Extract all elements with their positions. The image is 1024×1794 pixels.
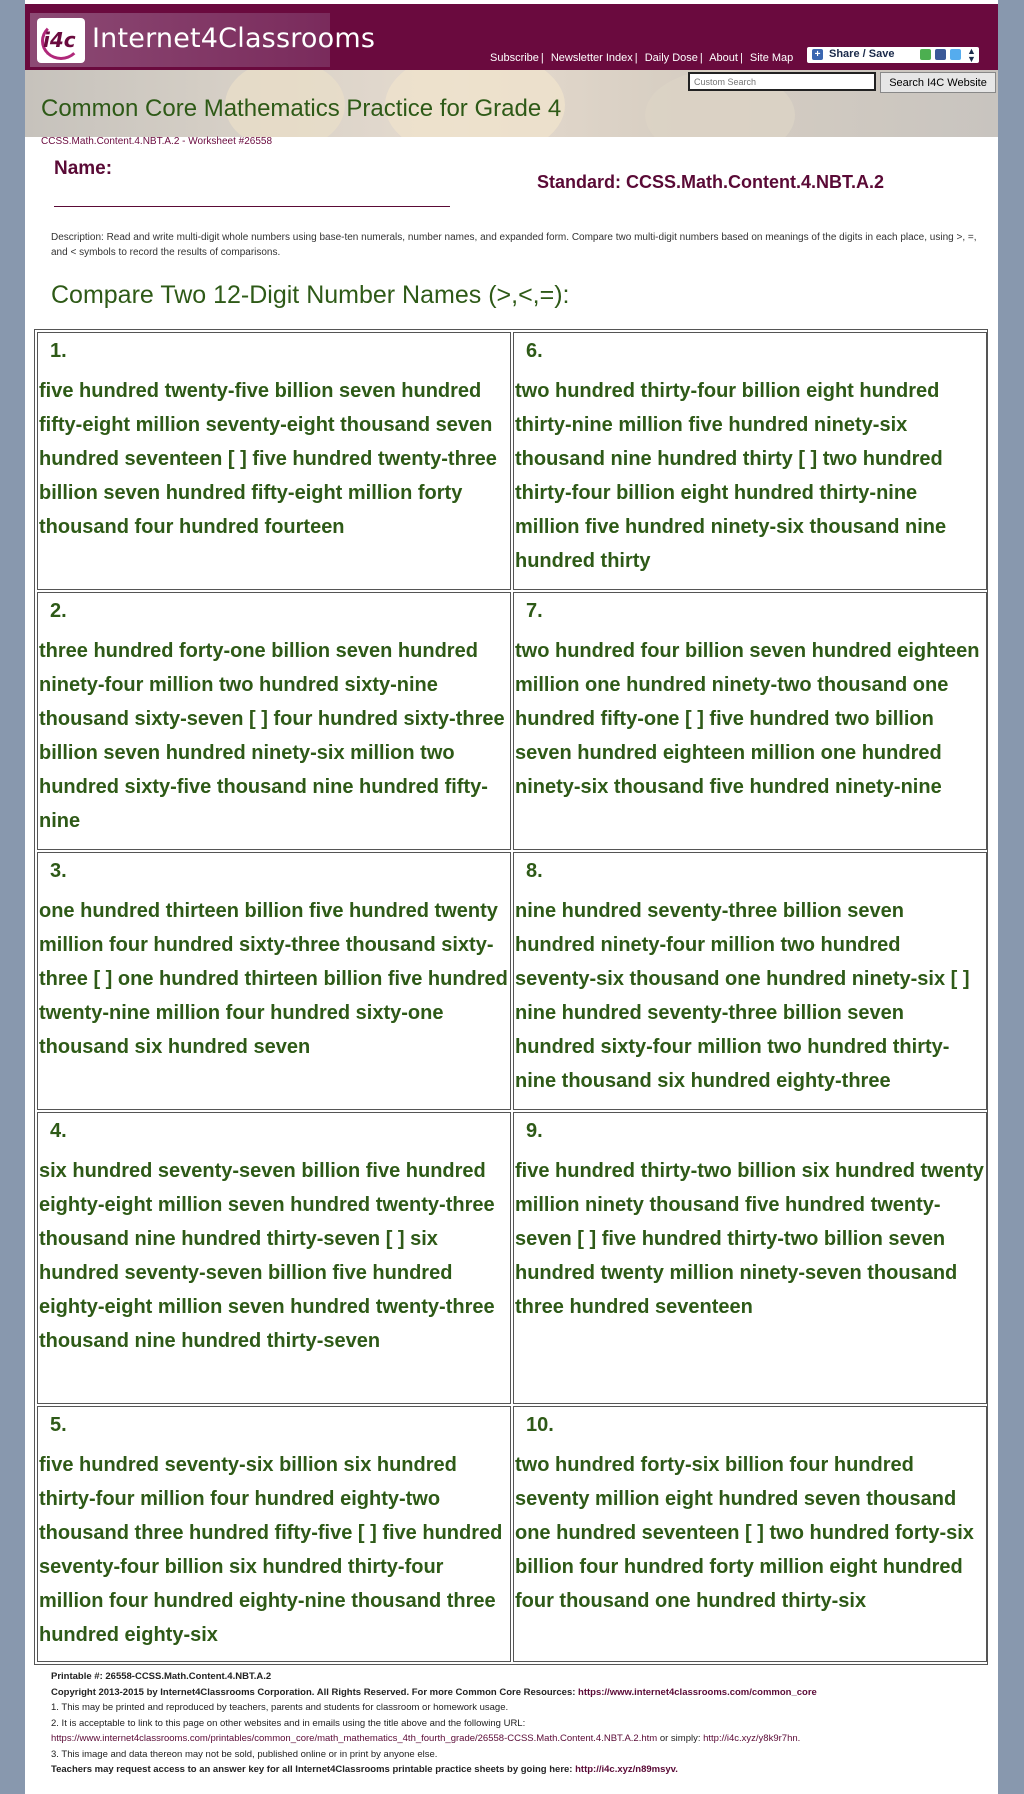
chevron-updown-icon: ▲ ▼ <box>967 46 976 64</box>
description: Description: Read and write multi-digit whole numbers using base-ten numerals, number names, and expanded form. Compare two multi-digit numbers based on meanings of the digits in each place, using >, =, and < symbols to record the results of comparisons. <box>51 232 977 258</box>
problems-table <box>34 329 988 1665</box>
problem-3: 3. one hundred thirteen billion five hundred twenty million four hundred sixty-three thousand sixty-three [ ] one hundred thirteen billion five hundred twenty-nine million four hundred sixty-one thousand six hundred seven <box>37 852 511 1110</box>
note-3: 3. This image and data thereon may not be sold, published online or in print by anyone else. <box>51 1748 438 1760</box>
problem-2: 2. three hundred forty-one billion seven hundred ninety-four million two hundred sixty-nine thousand sixty-seven [ ] four hundred sixty-three billion seven hundred ninety-six million two hundred sixty-five thousand nine hundred fifty-nine <box>37 592 511 850</box>
page <box>25 0 998 1794</box>
problem-1: 1. five hundred twenty-five billion seven hundred fifty-eight million seventy-eight thousand seven hundred seventeen [ ] five hundred twenty-three billion seven hundred fifty-eight million forty thousand four hundred fourteen <box>37 332 511 590</box>
nav-subscribe[interactable]: Subscribe <box>490 52 539 64</box>
facebook-icon <box>935 49 946 60</box>
standard-label: Standard: CCSS.Math.Content.4.NBT.A.2 <box>537 172 885 192</box>
answer-key-note: Teachers may request access to an answer key for all Internet4Classrooms printable practice sheets by going here: http://i4c.xyz/n89msyv. <box>51 1764 678 1775</box>
short-url-link[interactable]: http://i4c.xyz/y8k9r7hn. <box>703 1733 801 1744</box>
problem-5: 5. five hundred seventy-six billion six hundred thirty-four million four hundred eighty-two thousand three hundred fifty-five [ ] five hundred seventy-four billion six hundred thirty-four million four hundred eighty-nine thousand three hundred eighty-six <box>37 1406 511 1662</box>
logo-text: Internet4Classrooms <box>92 23 376 54</box>
problem-9: 9. five hundred thirty-two billion six hundred twenty million ninety thousand five hundred twenty-seven [ ] five hundred thirty-two billion seven hundred twenty million ninety-seven thousand three hundred seventeen <box>513 1112 987 1404</box>
footer <box>51 1669 991 1778</box>
printable-number: Printable #: 26558-CCSS.Math.Content.4.NBT.A.2 <box>51 1671 272 1682</box>
common-core-link[interactable]: https://www.internet4classrooms.com/common_core <box>578 1686 817 1698</box>
twitter-icon <box>950 49 961 60</box>
nav-newsletter-index[interactable]: Newsletter Index <box>550 52 633 64</box>
top-nav: Subscribe | Newsletter Index | Daily Dose | About | Site Map <box>490 52 794 64</box>
add-icon: + <box>812 49 823 60</box>
name-label: Name: <box>54 158 113 179</box>
page-title: Common Core Mathematics Practice for Grade 4 <box>41 95 562 122</box>
search-button[interactable]: Search I4C Website <box>880 72 996 93</box>
problem-4: 4. six hundred seventy-seven billion five hundred eighty-eight million seven hundred twenty-three thousand nine hundred thirty-seven [ ] six hundred seventy-seven billion five hundred eighty-eight million seven hundred twenty-three thousand nine hundred thirty-seven <box>37 1112 511 1404</box>
site-logo[interactable] <box>30 13 376 67</box>
problem-6: 6. two hundred thirty-four billion eight hundred thirty-nine million five hundred ninety-six thousand nine hundred thirty [ ] two hundred thirty-four billion eight hundred thirty-nine million five hundred ninety-six thousand nine hundred thirty <box>513 332 987 590</box>
nav-site-map[interactable]: Site Map <box>749 52 794 64</box>
problem-7: 7. two hundred four billion seven hundred eighteen million one hundred ninety-two thousand one hundred fifty-one [ ] five hundred two billion seven hundred eighteen million one hundred ninety-six thousand five hundred ninety-nine <box>513 592 987 850</box>
search-input[interactable] <box>688 72 876 91</box>
note-1: 1. This may be printed and reproduced by teachers, parents and students for classroom or homework usage. <box>51 1702 509 1713</box>
problem-10: 10. two hundred forty-six billion four hundred seventy million eight hundred seven thousand one hundred seventeen [ ] two hundred forty-six billion four hundred forty million eight hundred four thousand one hundred thirty-six <box>513 1406 987 1662</box>
site-header <box>25 4 998 70</box>
banner <box>25 70 998 137</box>
breadcrumb: CCSS.Math.Content.4.NBT.A.2 - Worksheet #26558 <box>41 136 273 147</box>
nav-about[interactable]: About <box>709 52 738 64</box>
copyright: Copyright 2013-2015 by Internet4Classrooms Corporation. All Rights Reserved. For more Common Core Resources: https://www.internet4classrooms.com/common_core <box>51 1686 817 1698</box>
nav-daily-dose[interactable]: Daily Dose <box>644 52 698 64</box>
refresh-icon <box>920 49 931 60</box>
name-line <box>54 206 450 207</box>
worksheet-url-link[interactable]: https://www.internet4classrooms.com/printables/common_core/math_mathematics_4th_fourth_grade/26558-CCSS.Math.Content.4.NBT.A.2.htm <box>51 1733 658 1744</box>
worksheet-title: Compare Two 12-Digit Number Names (>,<,=): <box>51 281 570 309</box>
worksheet-url: https://www.internet4classrooms.com/printables/common_core/math_mathematics_4th_fourth_grade/26558-CCSS.Math.Content.4.NBT.A.2.htm or simply: http://i4c.xyz/y8k9r7hn. <box>51 1733 801 1744</box>
note-2: 2. It is acceptable to link to this page on other websites and in emails using the title above and the following URL: <box>51 1717 526 1729</box>
answer-key-link[interactable]: http://i4c.xyz/n89msyv. <box>575 1764 678 1775</box>
problem-8: 8. nine hundred seventy-three billion seven hundred ninety-four million two hundred seventy-six thousand one hundred ninety-six [ ] nine hundred seventy-three billion seven hundred sixty-four million two hundred thirty-nine thousand six hundred eighty-three <box>513 852 987 1110</box>
i4c-logo-icon: i4c <box>37 18 85 63</box>
share-save-button[interactable]: + Share / Save ▲ ▼ <box>807 47 979 63</box>
